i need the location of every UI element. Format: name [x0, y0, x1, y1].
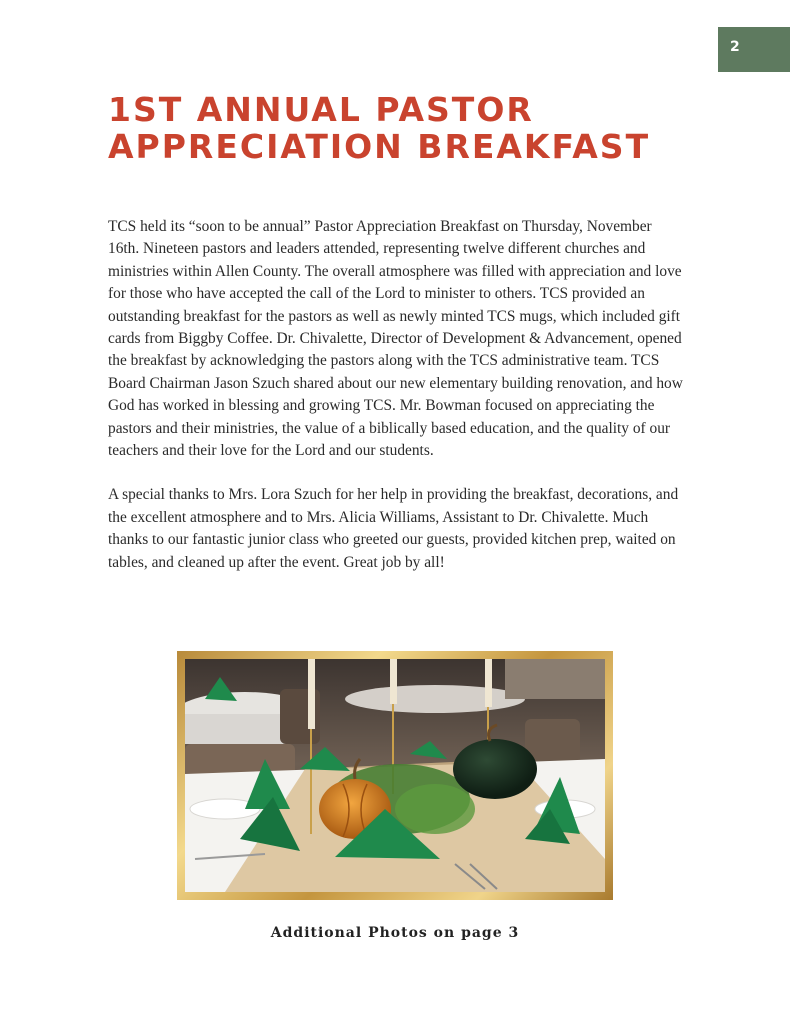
breakfast-table-photo	[185, 659, 605, 892]
photo-caption: Additional Photos on page 3	[270, 925, 520, 941]
article-paragraph-2: A special thanks to Mrs. Lora Szuch for her help in providing the breakfast, decorations, and the excellent atmosphere and to Mrs. Alicia Williams, Assistant to Dr. Chivalette. Much thanks to our fantastic junior class who greeted our guests, provided kitchen prep, waited on tables, and cleaned up after the event. Great job by all!	[108, 486, 679, 571]
page-number: 2	[730, 39, 740, 55]
photo-frame	[177, 651, 613, 900]
page-number-tab	[718, 27, 790, 72]
article-title: 1ST ANNUAL PASTOR APPRECIATION BREAKFAST	[108, 90, 651, 166]
article-body	[108, 216, 686, 596]
article-paragraph-1: TCS held its “soon to be annual” Pastor Appreciation Breakfast on Thursday, November 16th. Nineteen pastors and leaders attended, representing twelve different churches and ministries within Allen County. The overall atmosphere was filled with appreciation and love for those who have accepted the call of the Lord to minister to others. TCS provided an outstanding breakfast for the pastors as well as newly minted TCS mugs, which included gift cards from Biggby Coffee. Dr. Chivalette, Director of Development & Advancement, opened the breakfast by acknowledging the pastors along with the TCS administrative team. TCS Board Chairman Jason Szuch shared about our new elementary building renovation, and how God has worked in blessing and growing TCS. Mr. Bowman focused on appreciating the pastors and their ministries, the value of a biblically based education, and the quality of our teachers and their love for the Lord and our students.	[108, 218, 683, 460]
